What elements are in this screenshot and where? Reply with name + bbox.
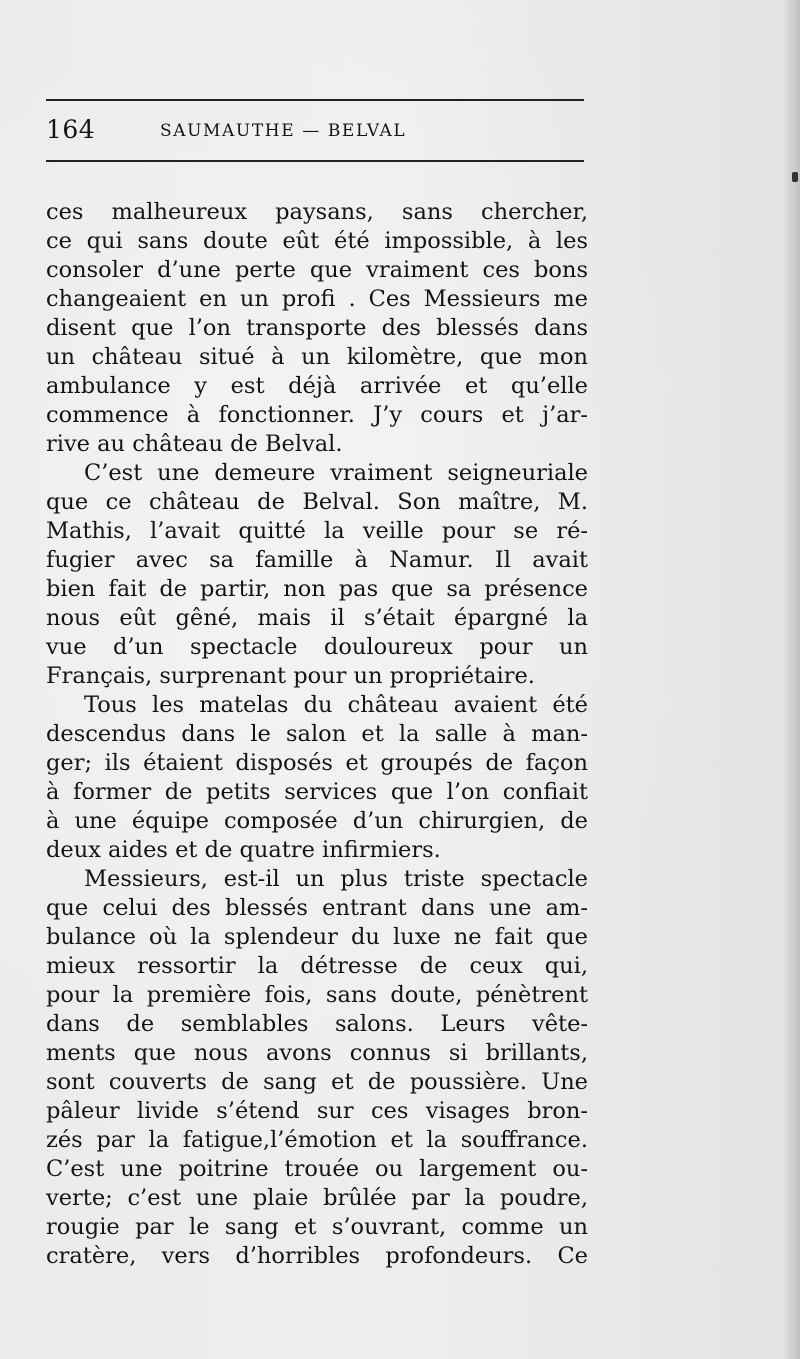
text-line: sont couverts de sang et de poussière. Une	[46, 1069, 588, 1095]
text-line: dans de semblables salons. Leurs vête-	[46, 1011, 588, 1037]
text-line: à une équipe composée d’un chirurgien, de	[46, 808, 588, 834]
text-line: bien fait de partir, non pas que sa présence	[46, 576, 588, 602]
text-line: pour la première fois, sans doute, pénètrent	[46, 982, 588, 1008]
body-text	[46, 198, 588, 1271]
header-top-rule	[46, 99, 584, 101]
text-line: pâleur livide s’étend sur ces visages bron-	[46, 1098, 588, 1124]
text-line: changeaient en un profi . Ces Messieurs me	[46, 286, 588, 312]
text-line: C’est une poitrine trouée ou largement ou-	[46, 1156, 588, 1182]
text-line: zés par la fatigue,l’émotion et la souffrance.	[46, 1127, 588, 1153]
page-header	[46, 113, 584, 147]
edge-speck	[792, 172, 798, 182]
text-line: ments que nous avons connus si brillants,	[46, 1040, 588, 1066]
text-line: vue d’un spectacle douloureux pour un	[46, 634, 588, 660]
text-line: bulance où la splendeur du luxe ne fait que	[46, 924, 588, 950]
text-line: deux aides et de quatre infirmiers.	[46, 837, 441, 863]
text-line: ger; ils étaient disposés et groupés de façon	[46, 750, 588, 776]
text-line: descendus dans le salon et la salle à man-	[46, 721, 588, 747]
text-line: rougie par le sang et s’ouvrant, comme un	[46, 1214, 588, 1240]
running-head: SAUMAUTHE — BELVAL	[160, 121, 407, 141]
page-edge-shadow	[782, 0, 800, 1359]
text-line: nous eût gêné, mais il s’était épargné la	[46, 605, 588, 631]
text-line: mieux ressortir la détresse de ceux qui,	[46, 953, 588, 979]
text-line: ambulance y est déjà arrivée et qu’elle	[46, 373, 588, 399]
text-line: Français, surprenant pour un propriétaire.	[46, 663, 535, 689]
text-line: fugier avec sa famille à Namur. Il avait	[46, 547, 588, 573]
text-line: que celui des blessés entrant dans une am-	[46, 895, 588, 921]
page-number: 164	[46, 115, 96, 144]
text-line: disent que l’on transporte des blessés dans	[46, 315, 588, 341]
text-line: que ce château de Belval. Son maître, M.	[46, 489, 588, 515]
text-line: cratère, vers d’horribles profondeurs. Ce	[46, 1243, 588, 1269]
text-line: à former de petits services que l’on confiait	[46, 779, 588, 805]
text-line: Tous les matelas du château avaient été	[84, 692, 588, 718]
text-line: Mathis, l’avait quitté la veille pour se ré-	[46, 518, 588, 544]
text-line: verte; c’est une plaie brûlée par la poudre,	[46, 1185, 588, 1211]
text-line: Messieurs, est-il un plus triste spectacle	[84, 866, 588, 892]
text-line: C’est une demeure vraiment seigneuriale	[84, 460, 588, 486]
text-line: commence à fonctionner. J’y cours et j’ar-	[46, 402, 588, 428]
text-line: un château situé à un kilomètre, que mon	[46, 344, 588, 370]
text-line: consoler d’une perte que vraiment ces bons	[46, 257, 588, 283]
text-line: rive au château de Belval.	[46, 431, 343, 457]
header-bottom-rule	[46, 160, 584, 162]
text-line: ce qui sans doute eût été impossible, à les	[46, 228, 588, 254]
text-line: ces malheureux paysans, sans chercher,	[46, 199, 588, 225]
